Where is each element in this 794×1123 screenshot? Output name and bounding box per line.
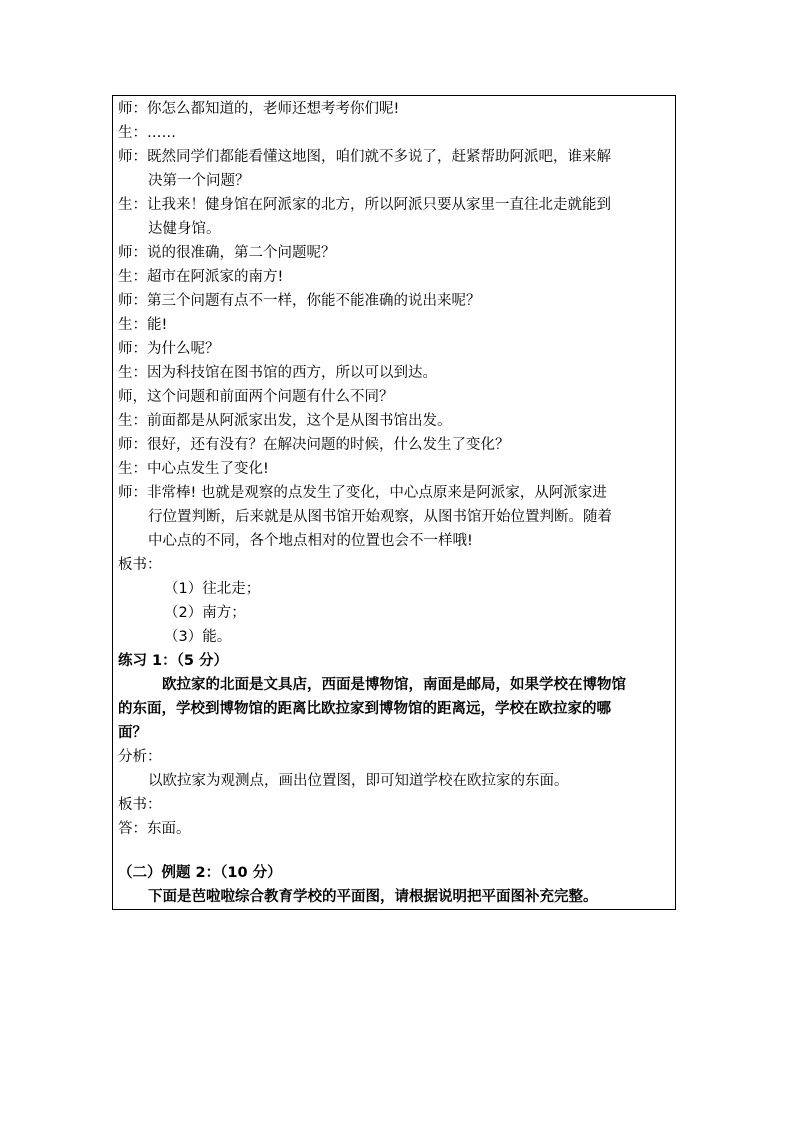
dialogue-line: 生：因为科技馆在图书馆的西方，所以可以到达。 (118, 365, 437, 381)
dialogue-line-continued: 达健身馆。 (148, 221, 221, 237)
board-item: （1）往北走； (164, 581, 261, 597)
dialogue-line: 生：…… (118, 125, 176, 141)
analysis-text: 以欧拉家为观测点，画出位置图，即可知道学校在欧拉家的东面。 (148, 773, 569, 789)
dialogue-line: 师：既然同学们都能看懂这地图，咱们就不多说了，赶紧帮助阿派吧，谁来解 (118, 149, 611, 165)
dialogue-line: 师：很好，还有没有？在解决问题的时候，什么发生了变化？ (118, 437, 510, 453)
board-label: 板书： (118, 557, 162, 573)
board-item: （2）南方； (164, 605, 246, 621)
exercise-question-line: 欧拉家的北面是文具店，西面是博物馆，南面是邮局，如果学校在博物馆 (162, 677, 626, 693)
dialogue-line-continued: 决第一个问题？ (148, 173, 250, 189)
board-item: （3）能。 (164, 629, 232, 645)
dialogue-line: 生：前面都是从阿派家出发，这个是从图书馆出发。 (118, 413, 452, 429)
dialogue-line: 师：非常棒! 也就是观察的点发生了变化，中心点原来是阿派家，从阿派家进 (118, 485, 607, 501)
dialogue-line: 生：超市在阿派家的南方! (118, 269, 284, 285)
example-title: （二）例题 2：（10 分） (118, 865, 282, 881)
dialogue-line: 生：让我来！健身馆在阿派家的北方，所以阿派只要从家里一直往北走就能到 (118, 197, 611, 213)
dialogue-line: 师：为什么呢？ (118, 341, 220, 357)
dialogue-line-continued: 中心点的不同，各个地点相对的位置也会不一样哦! (148, 533, 473, 549)
answer-text: 答：东面。 (118, 821, 191, 837)
dialogue-line: 生：能! (118, 317, 168, 333)
exercise-question-line: 的东面，学校到博物馆的距离比欧拉家到博物馆的距离远，学校在欧拉家的哪 (118, 701, 611, 717)
dialogue-line: 师，这个问题和前面两个问题有什么不同？ (118, 389, 394, 405)
analysis-label: 分析： (118, 749, 162, 765)
board-label: 板书： (118, 797, 162, 813)
dialogue-line: 师：说的很准确，第二个问题呢？ (118, 245, 336, 261)
dialogue-line: 师：你怎么都知道的，老师还想考考你们呢! (118, 101, 400, 117)
exercise-title: 练习 1：（5 分） (118, 653, 229, 669)
dialogue-line-continued: 行位置判断，后来就是从图书馆开始观察，从图书馆开始位置判断。随着 (148, 509, 612, 525)
exercise-question-line: 面？ (118, 725, 147, 741)
dialogue-line: 生：中心点发生了变化! (118, 461, 269, 477)
dialogue-line: 师：第三个问题有点不一样，你能不能准确的说出来呢？ (118, 293, 481, 309)
example-text: 下面是芭啦啦综合教育学校的平面图，请根据说明把平面图补充完整。 (148, 889, 598, 905)
